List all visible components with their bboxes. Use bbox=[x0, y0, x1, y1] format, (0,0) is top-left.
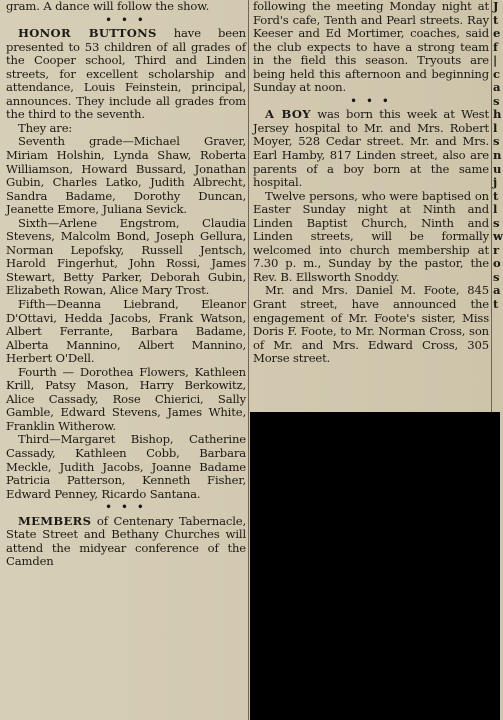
boy-born-body: was born this week at West Jersey hospital to Mr. and Mrs. Robert Moyer, 528 Cedar street. Mr. and Mrs. Earl Hamby, 817 Linden street, also are parents of a boy born at the same hospital. bbox=[253, 107, 489, 190]
left-column bbox=[6, 0, 246, 720]
scan-background-area bbox=[250, 412, 500, 720]
they-are-line: They are: bbox=[18, 120, 73, 135]
baptism-paragraph: Twelve persons, who were baptised on Easter Sunday night at Ninth and Linden Baptist Church, Ninth and Linden streets, will be formally welcomed into church membership at 7.30 p. m., Sunday by the pastor, the Rev. B. Ellsworth Snoddy. bbox=[253, 188, 489, 284]
section-separator: • • • bbox=[105, 502, 147, 514]
boy-born-lead: A BOY bbox=[265, 107, 311, 122]
honor-buttons-paragraph bbox=[6, 27, 246, 122]
members-body: of Centenary Tabernacle, State Street and Bethany Churches will attend the midyear conference of the Camden bbox=[6, 513, 246, 569]
tryouts-paragraph: following the meeting Monday night at Ford's cafe, Tenth and Pearl streets. Ray Keeser and Ed Mortimer, coaches, said the club expects to have a strong team in the field this season. Tryouts are being held this afternoon and beginning Sunday at noon. bbox=[253, 0, 489, 95]
honor-buttons-lead: HONOR BUTTONS bbox=[18, 26, 157, 41]
third-grade-list: Third—Margaret Bishop, Catherine Cassady, Kathleen Cobb, Barbara Meckle, Judith Jacobs, Joanne Badame Patricia Patterson, Kenneth Fisher, Edward Penney, Ricardo Santana. bbox=[6, 432, 246, 501]
right-column bbox=[253, 0, 489, 412]
cut-column-edge: J t e f | c a s h l s n u j t l s w r o s a t bbox=[493, 0, 503, 312]
section-separator: • • • bbox=[350, 95, 392, 107]
engagement-paragraph: Mr. and Mrs. Daniel M. Foote, 845 Grant street, have announced the engagement of Mr. Foote's sister, Miss Doris F. Foote, to Mr. Norman Cross, son of Mr. and Mrs. Edward Cross, 305 Morse street. bbox=[253, 283, 489, 366]
top-fragment: gram. A dance will follow the show. bbox=[6, 0, 210, 13]
boy-born-paragraph bbox=[253, 108, 489, 189]
honor-buttons-body: have been presented to 53 children of all grades of the Cooper school, Third and Linden streets, for excellent scholarship and attendance, Louis Feinstein, principal, announces. They include all grades from the third to the seventh. bbox=[6, 26, 246, 122]
seventh-grade-list: Seventh grade—Michael Graver, Miriam Holshin, Lynda Shaw, Roberta Williamson, Howard Bussard, Jonathan Gubin, Charles Latko, Judith Albrecht, Sandra Badame, Dorothy Duncan, Jeanette Emore, Juliana Sevick. bbox=[6, 134, 246, 217]
members-lead: MEMBERS bbox=[18, 513, 92, 528]
members-paragraph bbox=[6, 515, 246, 569]
section-separator: • • • bbox=[105, 14, 147, 26]
fourth-grade-list: Fourth — Dorothea Flowers, Kathleen Krill, Patsy Mason, Harry Berkowitz, Alice Cassady, Rose Chierici, Sally Gamble, Edward Stevens, James White, Franklin Witherow. bbox=[6, 364, 246, 433]
fifth-grade-list: Fifth—Deanna Liebrand, Eleanor D'Ottavi, Hedda Jacobs, Frank Watson, Albert Ferrante, Barbara Badame, Alberta Mannino, Albert Mannino, Herbert O'Dell. bbox=[6, 296, 246, 366]
column-rule bbox=[248, 0, 249, 720]
column-rule-right bbox=[491, 0, 492, 420]
sixth-grade-list: Sixth—Arlene Engstrom, Claudia Stevens, Malcolm Bond, Joseph Gellura, Norman Lepofsky, Russell Jentsch, Harold Fingerhut, John Rossi, James Stewart, Betty Parker, Deborah Gubin, Elizabeth Rowan, Alice Mary Trost. bbox=[6, 215, 246, 298]
